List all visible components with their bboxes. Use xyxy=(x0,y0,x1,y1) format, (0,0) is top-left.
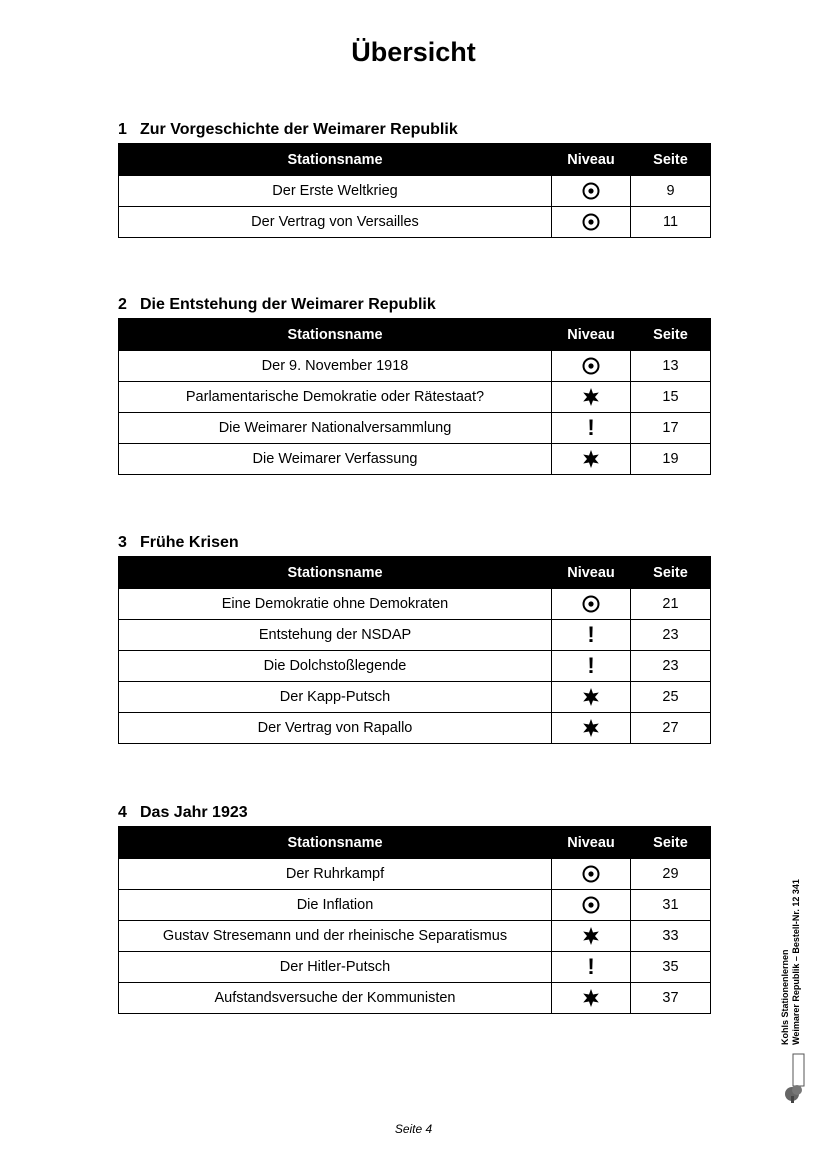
section-3 xyxy=(118,530,710,744)
section-number: 1 xyxy=(118,121,127,138)
page-number: Seite 4 xyxy=(394,1122,433,1136)
station-level xyxy=(552,983,631,1014)
header-seite: Seite xyxy=(631,319,711,351)
station-name: Die Weimarer Verfassung xyxy=(119,444,552,475)
station-level xyxy=(552,713,631,744)
section-number: 3 xyxy=(118,534,127,551)
page-title: Übersicht xyxy=(351,37,476,67)
station-name: Parlamentarische Demokratie oder Rätestaat? xyxy=(119,382,552,413)
table-header-row xyxy=(119,319,711,351)
station-name: Der Vertrag von Rapallo xyxy=(119,713,552,744)
station-page: 25 xyxy=(631,682,711,713)
stations-table xyxy=(118,143,711,238)
section-heading xyxy=(118,292,710,318)
section-1 xyxy=(118,117,710,238)
table-row xyxy=(119,890,711,921)
station-page: 29 xyxy=(631,859,711,890)
level-star-icon xyxy=(581,687,601,707)
station-page: 31 xyxy=(631,890,711,921)
level-star-icon xyxy=(581,988,601,1008)
station-level xyxy=(552,351,631,382)
section-title: Das Jahr 1923 xyxy=(140,804,248,821)
station-page: 11 xyxy=(631,207,711,238)
station-page: 17 xyxy=(631,413,711,444)
header-stationsname: Stationsname xyxy=(119,827,552,859)
station-level xyxy=(552,207,631,238)
table-row xyxy=(119,651,711,682)
station-page: 13 xyxy=(631,351,711,382)
table-row xyxy=(119,713,711,744)
station-name: Der Erste Weltkrieg xyxy=(119,176,552,207)
table-row xyxy=(119,207,711,238)
header-stationsname: Stationsname xyxy=(119,557,552,589)
station-page: 23 xyxy=(631,651,711,682)
station-page: 33 xyxy=(631,921,711,952)
header-seite: Seite xyxy=(631,557,711,589)
level-circle-icon xyxy=(581,594,601,614)
station-level xyxy=(552,620,631,651)
header-stationsname: Stationsname xyxy=(119,319,552,351)
table-row xyxy=(119,983,711,1014)
station-page: 15 xyxy=(631,382,711,413)
station-page: 27 xyxy=(631,713,711,744)
station-level xyxy=(552,651,631,682)
header-stationsname: Stationsname xyxy=(119,144,552,176)
level-star-icon xyxy=(581,926,601,946)
station-level xyxy=(552,682,631,713)
station-page: 9 xyxy=(631,176,711,207)
publisher-info xyxy=(780,860,810,1045)
level-circle-icon xyxy=(581,212,601,232)
table-row xyxy=(119,444,711,475)
tree-logo-icon xyxy=(783,1052,805,1104)
header-niveau: Niveau xyxy=(552,557,631,589)
section-4 xyxy=(118,800,710,1014)
station-name: Die Dolchstoßlegende xyxy=(119,651,552,682)
section-number: 4 xyxy=(118,804,127,821)
section-heading xyxy=(118,117,710,143)
level-star-icon xyxy=(581,387,601,407)
section-title: Die Entstehung der Weimarer Republik xyxy=(140,296,436,313)
station-name: Entstehung der NSDAP xyxy=(119,620,552,651)
station-name: Der Ruhrkampf xyxy=(119,859,552,890)
stations-table xyxy=(118,826,711,1014)
table-row xyxy=(119,952,711,983)
level-exclamation-icon: ! xyxy=(587,622,595,647)
table-row xyxy=(119,176,711,207)
stations-table xyxy=(118,556,711,744)
section-title: Zur Vorgeschichte der Weimarer Republik xyxy=(140,121,458,138)
station-level xyxy=(552,382,631,413)
table-row xyxy=(119,682,711,713)
section-heading xyxy=(118,530,710,556)
header-seite: Seite xyxy=(631,144,711,176)
station-level xyxy=(552,952,631,983)
station-page: 23 xyxy=(631,620,711,651)
station-page: 21 xyxy=(631,589,711,620)
station-level xyxy=(552,176,631,207)
station-level xyxy=(552,589,631,620)
level-circle-icon xyxy=(581,864,601,884)
station-page: 19 xyxy=(631,444,711,475)
level-exclamation-icon: ! xyxy=(587,653,595,678)
table-row xyxy=(119,351,711,382)
series-name: Kohls Stationenlernen xyxy=(780,949,790,1045)
level-star-icon xyxy=(581,718,601,738)
table-row xyxy=(119,859,711,890)
table-row xyxy=(119,620,711,651)
station-name: Aufstandsversuche der Kommunisten xyxy=(119,983,552,1014)
level-circle-icon xyxy=(581,356,601,376)
header-seite: Seite xyxy=(631,827,711,859)
section-number: 2 xyxy=(118,296,127,313)
station-level xyxy=(552,890,631,921)
section-2 xyxy=(118,292,710,475)
station-level xyxy=(552,444,631,475)
section-heading xyxy=(118,800,710,826)
station-name: Die Inflation xyxy=(119,890,552,921)
station-level xyxy=(552,413,631,444)
station-level xyxy=(552,859,631,890)
station-name: Der Kapp-Putsch xyxy=(119,682,552,713)
publisher-logo xyxy=(783,1052,805,1104)
publisher-sidebar xyxy=(780,860,810,1110)
station-level xyxy=(552,921,631,952)
table-header-row xyxy=(119,144,711,176)
station-name: Der Hitler-Putsch xyxy=(119,952,552,983)
station-name: Gustav Stresemann und der rheinische Separatismus xyxy=(119,921,552,952)
table-header-row xyxy=(119,827,711,859)
header-niveau: Niveau xyxy=(552,319,631,351)
level-exclamation-icon: ! xyxy=(587,415,595,440)
level-circle-icon xyxy=(581,895,601,915)
station-name: Die Weimarer Nationalversammlung xyxy=(119,413,552,444)
level-circle-icon xyxy=(581,181,601,201)
table-row xyxy=(119,589,711,620)
table-header-row xyxy=(119,557,711,589)
station-name: Eine Demokratie ohne Demokraten xyxy=(119,589,552,620)
stations-table xyxy=(118,318,711,475)
order-number: Weimarer Republik – Bestell-Nr. 12 341 xyxy=(791,879,801,1045)
table-row xyxy=(119,382,711,413)
station-page: 35 xyxy=(631,952,711,983)
section-title: Frühe Krisen xyxy=(140,534,239,551)
header-niveau: Niveau xyxy=(552,144,631,176)
table-row xyxy=(119,413,711,444)
table-row xyxy=(119,921,711,952)
header-niveau: Niveau xyxy=(552,827,631,859)
station-name: Der 9. November 1918 xyxy=(119,351,552,382)
level-exclamation-icon: ! xyxy=(587,954,595,979)
station-page: 37 xyxy=(631,983,711,1014)
level-star-icon xyxy=(581,449,601,469)
station-name: Der Vertrag von Versailles xyxy=(119,207,552,238)
